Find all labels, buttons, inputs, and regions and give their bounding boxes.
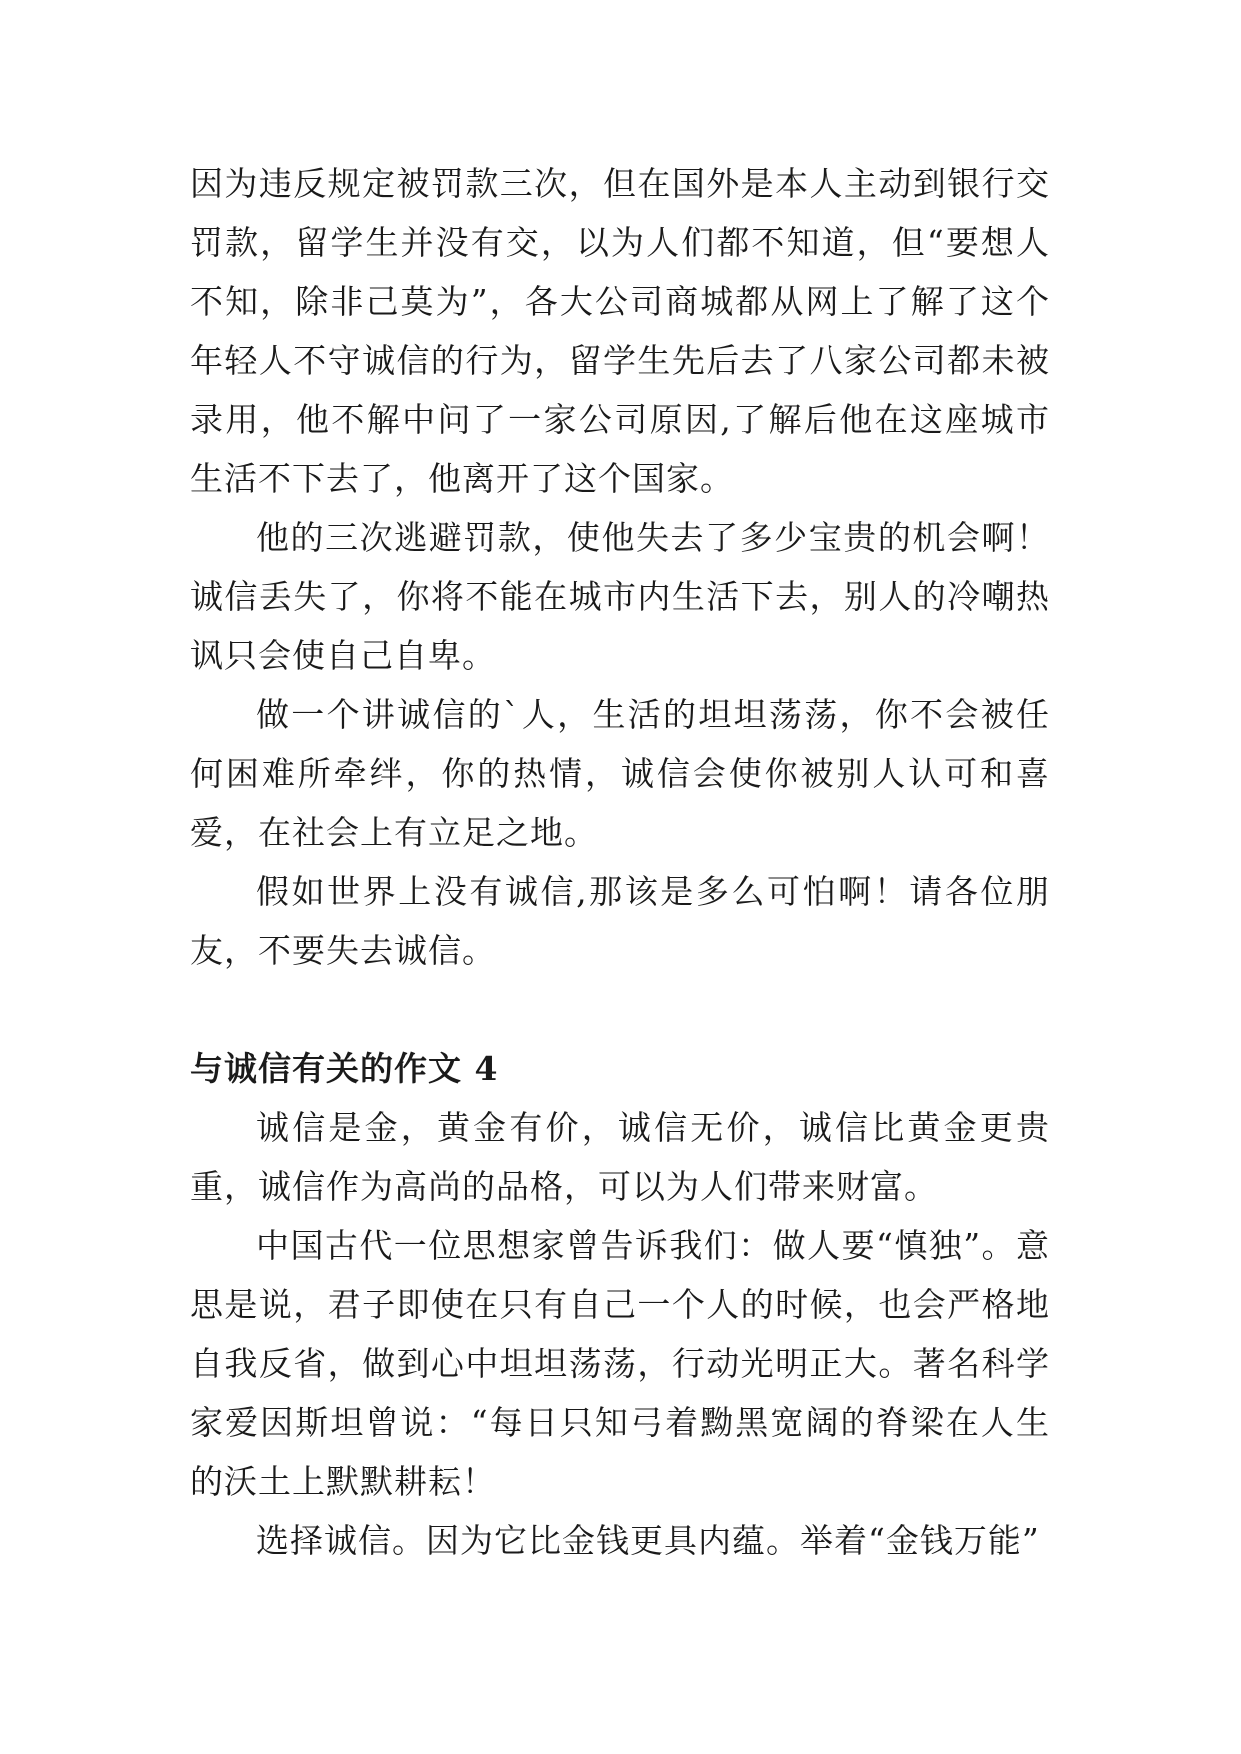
section-heading: 与诚信有关的作文 4	[190, 1049, 499, 1088]
document-body	[190, 154, 1050, 1570]
paragraph-continued: 因为违反规定被罚款三次，但在国外是本人主动到银行交罚款，留学生并没有交，以为人们都不知道，但“要想人不知，除非己莫为”，各大公司商城都从网上了解了这个年轻人不守诚信的行为，留学生先后去了八家公司都未被录用，他不解中问了一家公司原因,了解后他在这座城市生活不下去了，他离开了这个国家。	[190, 164, 1050, 498]
paragraph: 选择诚信。因为它比金钱更具内蕴。举着“金钱万能”	[256, 1521, 1040, 1560]
paragraph: 假如世界上没有诚信,那该是多么可怕啊！请各位朋友，不要失去诚信。	[190, 872, 1050, 970]
paragraph: 诚信是金，黄金有价，诚信无价，诚信比黄金更贵重，诚信作为高尚的品格，可以为人们带来财富。	[190, 1108, 1050, 1206]
paragraph: 做一个讲诚信的`人，生活的坦坦荡荡，你不会被任何困难所牵绊，你的热情，诚信会使你被别人认可和喜爱，在社会上有立足之地。	[190, 695, 1050, 852]
paragraph: 他的三次逃避罚款，使他失去了多少宝贵的机会啊！诚信丢失了，你将不能在城市内生活下去，别人的冷嘲热讽只会使自己自卑。	[190, 518, 1050, 675]
paragraph: 中国古代一位思想家曾告诉我们：做人要“慎独”。意思是说，君子即使在只有自己一个人的时候，也会严格地自我反省，做到心中坦坦荡荡，行动光明正大。著名科学家爱因斯坦曾说：“每日只知弓着黝黑宽阔的脊梁在人生的沃土上默默耕耘！	[190, 1226, 1050, 1501]
